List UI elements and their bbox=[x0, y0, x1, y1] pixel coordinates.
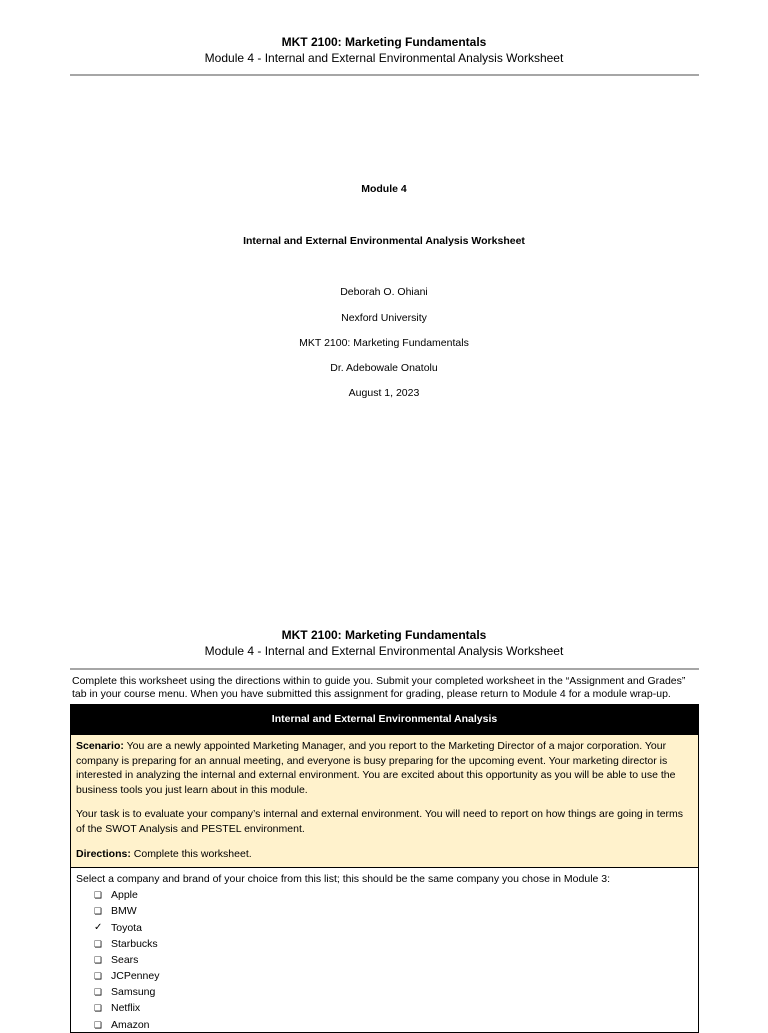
cover-worksheet-title: Internal and External Environmental Analysis Worksheet bbox=[243, 235, 525, 247]
company-select-cell bbox=[71, 867, 698, 1032]
checkmark-icon[interactable]: ✓ bbox=[94, 921, 103, 933]
company-option-label: Sears bbox=[111, 953, 139, 966]
intro-instructions bbox=[70, 675, 699, 701]
directions-text: Complete this worksheet. bbox=[133, 847, 252, 860]
company-option-netflix[interactable] bbox=[94, 1000, 693, 1016]
select-prompt: Select a company and brand of your choice from this list; this should be the same company you chose in Module 3: bbox=[76, 873, 611, 886]
company-options-list bbox=[94, 887, 693, 1032]
company-option-bmw[interactable] bbox=[94, 903, 693, 919]
checkbox-icon[interactable]: ❏ bbox=[94, 954, 103, 965]
checkbox-icon[interactable]: ❏ bbox=[94, 890, 103, 901]
company-option-label: Amazon bbox=[111, 1018, 150, 1031]
scenario-label: Scenario: bbox=[76, 740, 124, 752]
cover-author: Deborah O. Ohiani bbox=[340, 286, 428, 298]
company-option-jcpenney[interactable] bbox=[94, 968, 693, 984]
cover-instructor: Dr. Adebowale Onatolu bbox=[330, 362, 438, 374]
company-option-label: Starbucks bbox=[111, 937, 158, 950]
checkbox-icon[interactable]: ❏ bbox=[94, 987, 103, 998]
company-option-samsung[interactable] bbox=[94, 984, 693, 1000]
cover-course: MKT 2100: Marketing Fundamentals bbox=[299, 337, 469, 349]
checkbox-icon[interactable]: ❏ bbox=[94, 906, 103, 917]
checkbox-icon[interactable]: ❏ bbox=[94, 1019, 103, 1030]
company-option-amazon[interactable] bbox=[94, 1017, 693, 1033]
cover-date: August 1, 2023 bbox=[348, 387, 420, 399]
directions-label: Directions: bbox=[76, 847, 131, 860]
cover-module: Module 4 bbox=[361, 183, 407, 195]
company-option-apple[interactable] bbox=[94, 887, 693, 903]
directions-paragraph bbox=[76, 847, 693, 862]
table-header: Internal and External Environmental Analysis bbox=[71, 705, 698, 734]
cover-university: Nexford University bbox=[341, 312, 427, 324]
header-divider bbox=[70, 74, 699, 76]
checkbox-icon[interactable]: ❏ bbox=[94, 1003, 103, 1014]
page2-header-subtitle: Module 4 - Internal and External Environmental Analysis Worksheet bbox=[204, 644, 564, 658]
intro-line-1: Complete this worksheet using the directions within to guide you. Submit your completed worksheet in the “Assignment and Grades” bbox=[72, 675, 686, 687]
scenario-text: You are a newly appointed Marketing Manager, and you report to the Marketing Director of a major corporation. Your company is preparing for an annual meeting, and everyone is busy preparing for the upcoming event. Your marketing director is interested in analyzing the internal and external environment. You are excited about this opportunity as you will be able to use the business tools you just learn about in this module. bbox=[76, 740, 676, 796]
company-option-starbucks[interactable] bbox=[94, 936, 693, 952]
company-option-label: Toyota bbox=[111, 921, 142, 934]
intro-line-2: tab in your course menu. When you have submitted this assignment for grading, please return to Module 4 for a module wrap-up. bbox=[72, 688, 671, 700]
company-option-toyota[interactable] bbox=[94, 920, 693, 936]
page-header-subtitle: Module 4 - Internal and External Environmental Analysis Worksheet bbox=[204, 51, 564, 65]
scenario-paragraph bbox=[76, 739, 693, 797]
worksheet-table bbox=[70, 704, 699, 1033]
page2-header-divider bbox=[70, 668, 699, 670]
task-paragraph: Your task is to evaluate your company’s internal and external environment. You will need to report on how things are going in terms of the SWOT Analysis and PESTEL environment. bbox=[76, 808, 684, 835]
company-option-label: JCPenney bbox=[111, 970, 160, 983]
company-option-sears[interactable] bbox=[94, 952, 693, 968]
page2-header-title: MKT 2100: Marketing Fundamentals bbox=[281, 628, 487, 642]
checkbox-icon[interactable]: ❏ bbox=[94, 971, 103, 982]
company-option-label: Netflix bbox=[111, 1002, 141, 1015]
checkbox-icon[interactable]: ❏ bbox=[94, 938, 103, 949]
company-option-label: Samsung bbox=[111, 986, 156, 999]
company-option-label: Apple bbox=[111, 889, 138, 902]
page-header-title: MKT 2100: Marketing Fundamentals bbox=[281, 35, 487, 49]
company-option-label: BMW bbox=[111, 905, 137, 918]
scenario-cell bbox=[71, 734, 698, 867]
